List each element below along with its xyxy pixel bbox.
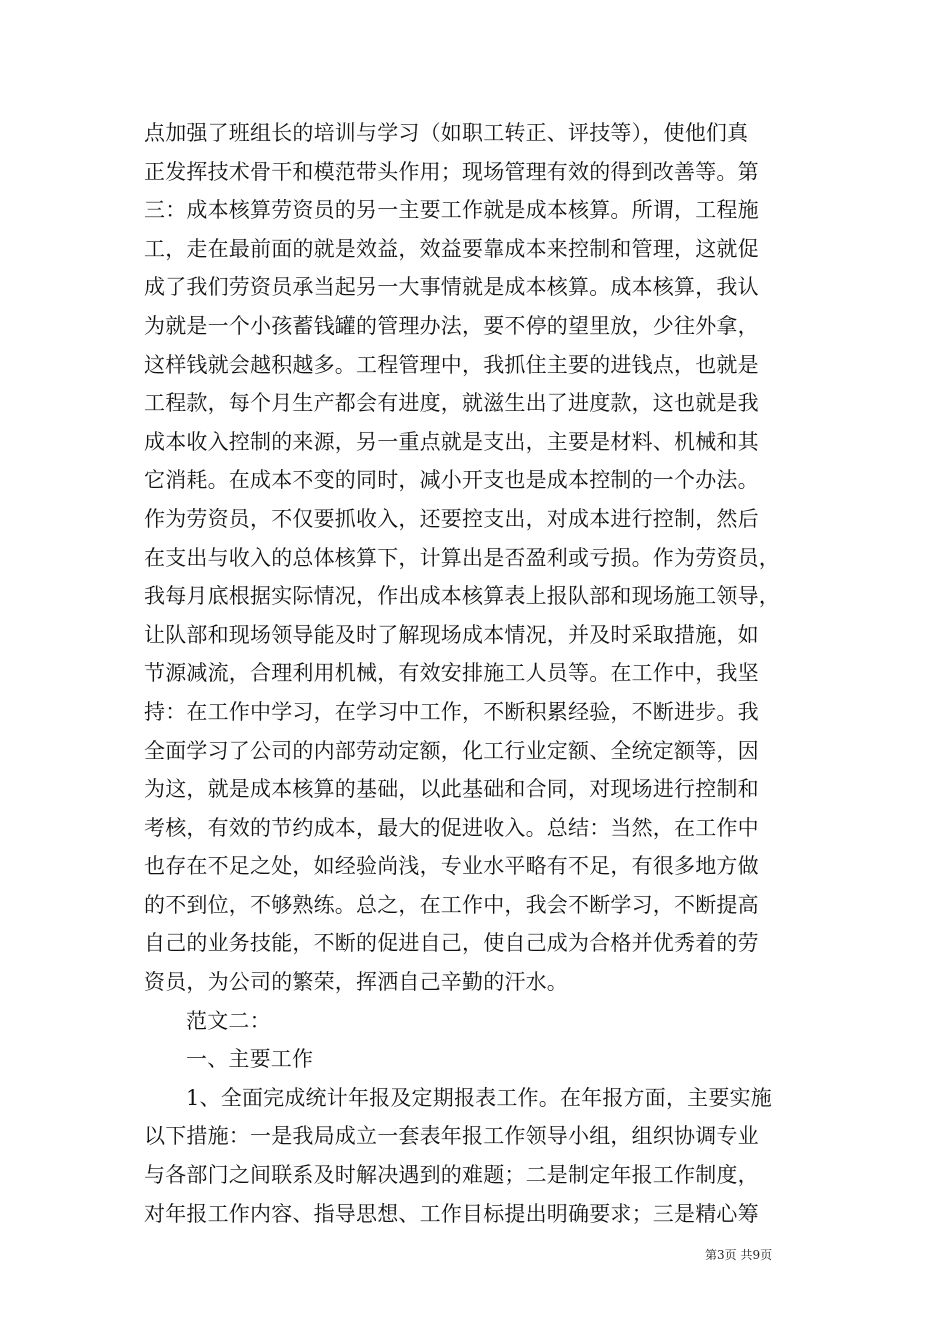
text-line: 点加强了班组长的培训与学习（如职工转正、评技等），使他们真 [144, 121, 749, 145]
current-page-number: 3 [717, 1248, 725, 1262]
text-line: 节源减流，合理利用机械，有效安排施工人员等。在工作中，我坚 [144, 661, 759, 686]
text-line: 让队部和现场领导能及时了解现场成本情况，并及时采取措施，如 [144, 622, 759, 647]
text-line: 工程款，每个月生产都会有进度，就滋生出了进度款，这也就是我 [144, 391, 759, 416]
document-body [144, 114, 808, 1233]
text-line: 与各部门之间联系及时解决遇到的难题；二是制定年报工作制度， [144, 1163, 759, 1188]
text-line: 作为劳资员，不仅要抓收入，还要控支出，对成本进行控制，然后 [144, 506, 759, 531]
text-line: 正发挥技术骨干和模范带头作用；现场管理有效的得到改善等。第 [144, 159, 759, 184]
text-line: 在支出与收入的总体核算下，计算出是否盈利或亏损。作为劳资员， [144, 545, 780, 570]
text-line: 的不到位，不够熟练。总之，在工作中，我会不断学习，不断提高 [144, 892, 759, 917]
text-line: 成了我们劳资员承当起另一大事情就是成本核算。成本核算，我认 [144, 275, 759, 300]
page-footer [705, 1247, 815, 1263]
text-line: 这样钱就会越积越多。工程管理中，我抓住主要的进钱点，也就是 [144, 352, 759, 377]
page-suffix: 页 [760, 1248, 773, 1262]
page-prefix: 第 [705, 1248, 718, 1262]
page-mid-text: 页 共 [724, 1248, 753, 1262]
text-line: 资员，为公司的繁荣，挥洒自己辛勤的汗水。 [144, 970, 568, 995]
text-line: 范文二： [186, 1008, 271, 1033]
text-line: 以下措施：一是我局成立一套表年报工作领导小组，组织协调专业 [144, 1124, 759, 1149]
total-pages-number: 9 [752, 1248, 761, 1262]
text-line: 三：成本核算劳资员的另一主要工作就是成本核算。所谓，工程施 [144, 198, 759, 223]
paragraph [144, 114, 808, 1002]
paragraph [144, 1002, 808, 1041]
text-line: 也存在不足之处，如经验尚浅，专业水平略有不足，有很多地方做 [144, 854, 759, 879]
text-line: 工，走在最前面的就是效益，效益要靠成本来控制和管理，这就促 [144, 236, 759, 261]
text-line: 自己的业务技能，不断的促进自己，使自己成为合格并优秀着的劳 [144, 931, 759, 956]
text-line: 成本收入控制的来源，另一重点就是支出，主要是材料、机械和其 [144, 429, 759, 454]
text-line: 全面学习了公司的内部劳动定额，化工行业定额、全统定额等，因 [144, 738, 759, 763]
text-line: 持：在工作中学习，在学习中工作，不断积累经验，不断进步。我 [144, 699, 759, 724]
text-line: 对年报工作内容、指导思想、工作目标提出明确要求；三是精心筹 [144, 1201, 759, 1226]
paragraph [144, 1040, 808, 1079]
text-line: 我每月底根据实际情况，作出成本核算表上报队部和现场施工领导， [144, 584, 780, 609]
text-line: 为这，就是成本核算的基础，以此基础和合同，对现场进行控制和 [144, 777, 759, 802]
text-line: 一、主要工作 [186, 1047, 314, 1072]
text-line: 为就是一个小孩蓄钱罐的管理办法，要不停的望里放，少往外拿， [144, 313, 759, 338]
text-line: 1、全面完成统计年报及定期报表工作。在年报方面，主要实施 [186, 1085, 772, 1110]
text-line: 它消耗。在成本不变的同时，减小开支也是成本控制的一个办法。 [144, 468, 759, 493]
paragraph [144, 1079, 808, 1233]
text-line: 考核，有效的节约成本，最大的促进收入。总结：当然，在工作中 [144, 815, 759, 840]
